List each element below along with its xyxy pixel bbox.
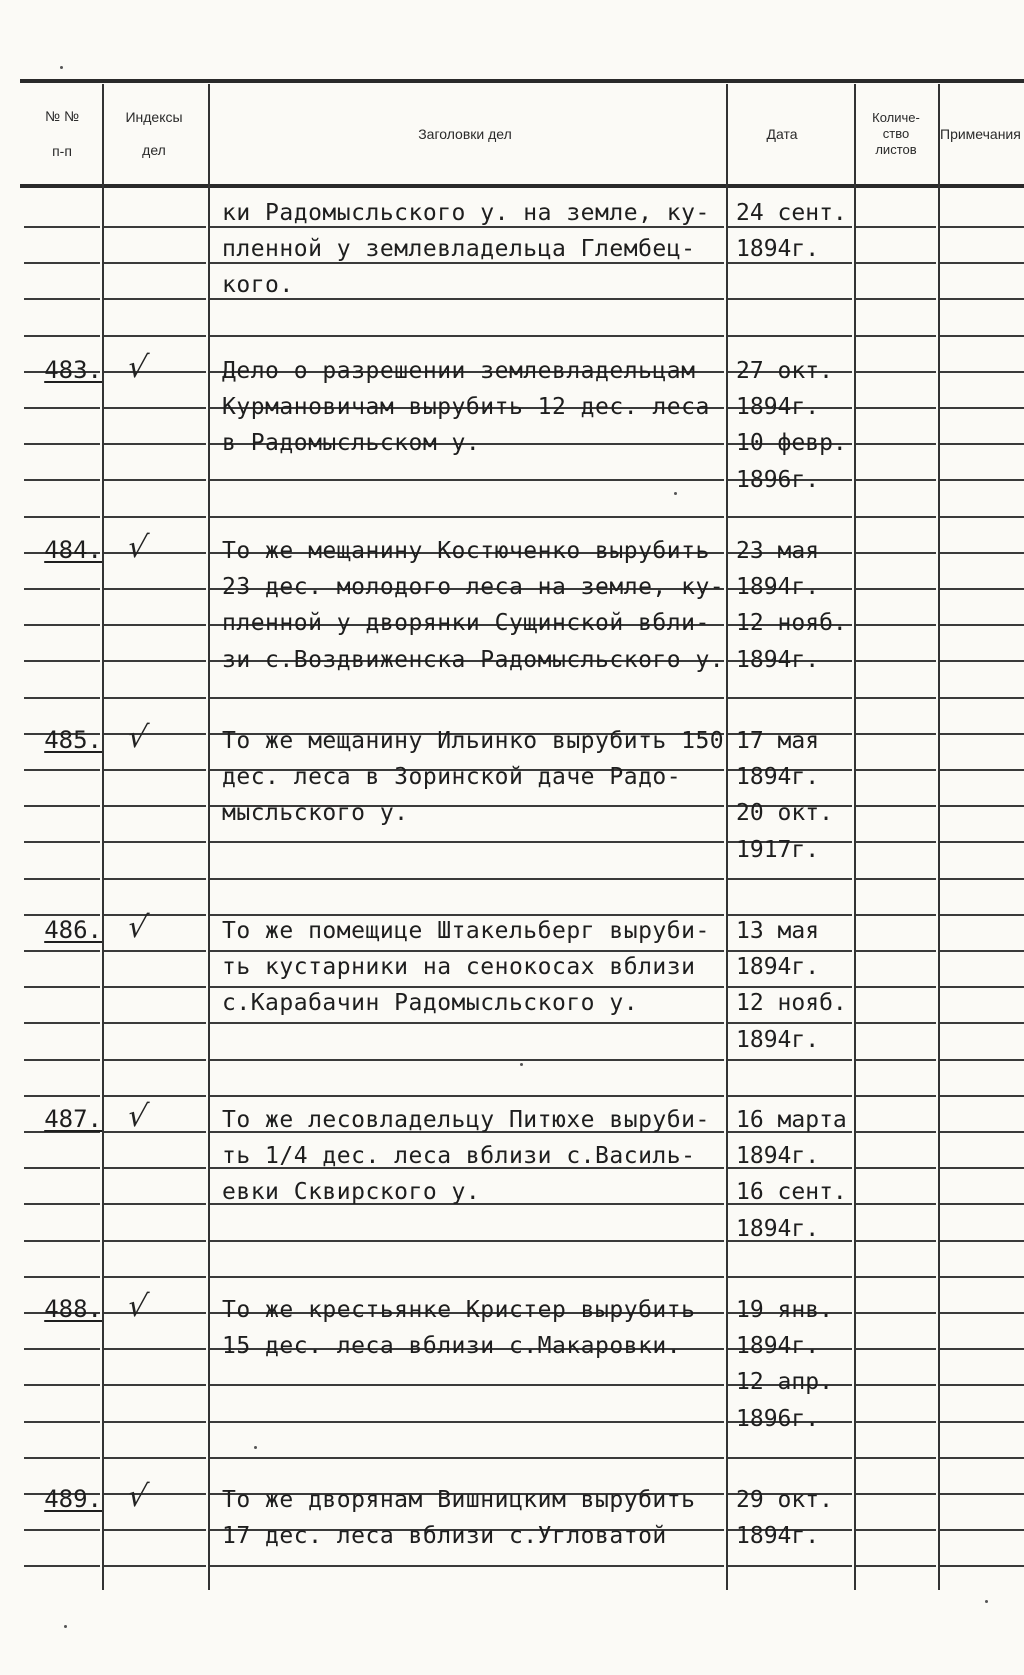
ruled-line [104, 878, 206, 880]
entry-number: 488. [44, 1295, 102, 1323]
ruled-line [104, 914, 206, 916]
date-line: 1894г. [736, 1216, 820, 1242]
ruled-line [24, 1240, 100, 1242]
ruled-line [210, 262, 724, 264]
title-line: То же крестьянке Кристер вырубить [222, 1297, 696, 1323]
ruled-line [856, 805, 936, 807]
date-line: 1894г. [736, 647, 820, 673]
ruled-line [940, 516, 1024, 518]
ruled-line [856, 1240, 936, 1242]
ruled-line [210, 1384, 724, 1386]
ruled-line [940, 1240, 1024, 1242]
ruled-line [940, 262, 1024, 264]
scan-speck [985, 1600, 988, 1603]
ruled-line [24, 1565, 100, 1567]
ruled-line [940, 769, 1024, 771]
ruled-line [940, 1022, 1024, 1024]
date-line: 12 нояб. [736, 610, 847, 636]
ruled-line [940, 1529, 1024, 1531]
ruled-line [24, 1348, 100, 1350]
ruled-line [940, 1276, 1024, 1278]
ruled-line [24, 262, 100, 264]
ruled-line [104, 1022, 206, 1024]
ruled-line [940, 1493, 1024, 1495]
title-line: ть 1/4 дес. леса вблизи с.Василь- [222, 1143, 696, 1169]
ruled-line [24, 407, 100, 409]
check-mark-icon: √ [124, 1099, 151, 1134]
ruled-line [856, 1167, 936, 1169]
ruled-line [104, 1384, 206, 1386]
ruled-line [104, 1529, 206, 1531]
ruled-line [856, 1131, 936, 1133]
date-line: 23 мая [736, 538, 820, 564]
ruled-line [728, 878, 852, 880]
ruled-line [940, 443, 1024, 445]
ruled-line [940, 1421, 1024, 1423]
ruled-line [940, 697, 1024, 699]
ruled-line [104, 1276, 206, 1278]
header-col-notes: Примечания [940, 125, 1021, 142]
date-line: 19 янв. [736, 1297, 833, 1323]
ruled-line [856, 697, 936, 699]
ruled-line [728, 986, 852, 988]
ruled-line [210, 878, 724, 880]
date-line: 1894г. [736, 1333, 820, 1359]
date-line: 1896г. [736, 467, 820, 493]
ruled-line [728, 697, 852, 699]
ruled-line [24, 986, 100, 988]
ruled-line [24, 1276, 100, 1278]
ruled-line [104, 1312, 206, 1314]
ruled-line [104, 1421, 206, 1423]
scan-speck [254, 1446, 257, 1449]
ruled-line [24, 950, 100, 952]
ruled-line [940, 1131, 1024, 1133]
ruled-line [856, 1059, 936, 1061]
ruled-line [940, 841, 1024, 843]
ruled-line [104, 552, 206, 554]
header-bottom-rule [20, 184, 1024, 188]
ruled-line [940, 950, 1024, 952]
column-border [726, 84, 728, 1590]
ruled-line [24, 805, 100, 807]
ruled-line [856, 660, 936, 662]
date-line: 1894г. [736, 764, 820, 790]
ruled-line [856, 878, 936, 880]
ruled-line [856, 1095, 936, 1097]
ruled-line [940, 986, 1024, 988]
ruled-line [856, 1529, 936, 1531]
ruled-line [856, 443, 936, 445]
header-col-number [22, 84, 102, 184]
title-line: То же дворянам Вишницким вырубить [222, 1487, 696, 1513]
header-col-count-line3: листов [875, 142, 917, 157]
ruled-line [210, 479, 724, 481]
title-line: Дело о разрешении землевладельцам [222, 358, 696, 384]
ruled-line [940, 479, 1024, 481]
date-line: 1917г. [736, 837, 820, 863]
ruled-line [210, 986, 724, 988]
header-col-index-line1: Индексы [125, 109, 183, 125]
ruled-line [728, 1059, 852, 1061]
ruled-line [24, 1529, 100, 1531]
ruled-line [728, 1095, 852, 1097]
ruled-line [24, 624, 100, 626]
header-col-date: Дата [766, 125, 798, 142]
ruled-line [940, 1312, 1024, 1314]
ruled-line [24, 588, 100, 590]
check-mark-icon: √ [124, 720, 151, 755]
ruled-line [728, 1565, 852, 1567]
ruled-line [104, 697, 206, 699]
date-line: 1894г. [736, 954, 820, 980]
ruled-line [856, 1457, 936, 1459]
title-line: То же лесовладельцу Питюхе выруби- [222, 1107, 710, 1133]
ruled-line [104, 443, 206, 445]
title-line: То же мещанину Ильинко вырубить 150 [222, 728, 725, 754]
ruled-line [24, 878, 100, 880]
ruled-line [104, 407, 206, 409]
ruled-line [104, 479, 206, 481]
ruled-line [856, 552, 936, 554]
ruled-line [210, 335, 724, 337]
check-mark-icon: √ [124, 1479, 151, 1514]
ruled-line [856, 371, 936, 373]
ruled-line [940, 1059, 1024, 1061]
ruled-line [210, 1421, 724, 1423]
date-line: 1894г. [736, 1027, 820, 1053]
ruled-line [940, 371, 1024, 373]
ruled-line [940, 624, 1024, 626]
ruled-line [940, 805, 1024, 807]
scan-speck [674, 492, 677, 495]
title-line: Курмановичам вырубить 12 дес. леса [222, 394, 710, 420]
ruled-line [210, 914, 724, 916]
ruled-line [104, 733, 206, 735]
ruled-line [104, 1167, 206, 1169]
ruled-line [210, 1240, 724, 1242]
ruled-line [940, 335, 1024, 337]
date-line: 16 сент. [736, 1179, 847, 1205]
ruled-line [940, 226, 1024, 228]
entry-number: 486. [44, 916, 102, 944]
scan-speck [64, 1625, 67, 1628]
column-border [102, 84, 104, 1590]
ruled-line [104, 1131, 206, 1133]
column-border [208, 84, 210, 1590]
ruled-line [104, 1493, 206, 1495]
entry-number: 483. [44, 356, 102, 384]
date-line: 10 февр. [736, 430, 847, 456]
ruled-line [940, 1095, 1024, 1097]
scan-speck [60, 66, 63, 69]
ruled-line [24, 1022, 100, 1024]
ruled-line [24, 1095, 100, 1097]
header-col-number-line2: п-п [52, 143, 72, 159]
title-line: пленной у дворянки Сущинской вбли- [222, 610, 710, 636]
ruled-line [210, 1022, 724, 1024]
ruled-line [210, 1276, 724, 1278]
ruled-line [210, 298, 724, 300]
ruled-line [104, 1203, 206, 1205]
column-border [854, 84, 856, 1590]
ruled-line [856, 262, 936, 264]
ruled-line [940, 1167, 1024, 1169]
ruled-line [856, 516, 936, 518]
header-col-count-line1: Количе- [872, 110, 920, 125]
ruled-line [940, 1457, 1024, 1459]
title-line: зи с.Воздвиженска Радомысльского у. [222, 647, 725, 673]
ruled-line [940, 552, 1024, 554]
ruled-line [24, 1421, 100, 1423]
column-border [938, 84, 940, 1590]
ruled-line [104, 1565, 206, 1567]
header-col-number-line1: № № [45, 108, 79, 124]
ruled-line [24, 660, 100, 662]
title-line: с.Карабачин Радомысльского у. [222, 990, 639, 1016]
ruled-line [24, 1457, 100, 1459]
ruled-line [104, 298, 206, 300]
title-line: ки Радомысльского у. на земле, ку- [222, 200, 710, 226]
ruled-line [24, 443, 100, 445]
ruled-line [210, 1059, 724, 1061]
ruled-line [24, 697, 100, 699]
ruled-line [104, 226, 206, 228]
ruled-line [104, 335, 206, 337]
ruled-line [940, 914, 1024, 916]
ruled-line [856, 1348, 936, 1350]
ruled-line [728, 335, 852, 337]
date-line: 1894г. [736, 394, 820, 420]
ruled-line [856, 986, 936, 988]
ruled-line [24, 298, 100, 300]
ruled-line [728, 298, 852, 300]
ruled-line [940, 1565, 1024, 1567]
ruled-line [940, 660, 1024, 662]
ruled-line [856, 1203, 936, 1205]
ruled-line [210, 950, 724, 952]
ruled-line [104, 660, 206, 662]
date-line: 12 апр. [736, 1369, 833, 1395]
ruled-line [728, 1457, 852, 1459]
check-mark-icon: √ [124, 1289, 151, 1324]
title-line: евки Сквирского у. [222, 1179, 481, 1205]
ruled-line [940, 1384, 1024, 1386]
ruled-line [856, 479, 936, 481]
header-col-index [104, 84, 204, 184]
ruled-line [940, 407, 1024, 409]
date-line: 1896г. [736, 1406, 820, 1432]
ruled-line [856, 1022, 936, 1024]
date-line: 1894г. [736, 574, 820, 600]
ruled-line [104, 1240, 206, 1242]
header-col-title: Заголовки дел [418, 125, 512, 142]
ruled-line [24, 1167, 100, 1169]
ruled-line [856, 1276, 936, 1278]
ruled-line [728, 1276, 852, 1278]
ruled-line [856, 407, 936, 409]
ruled-line [210, 516, 724, 518]
date-line: 24 сент. [736, 200, 847, 226]
date-line: 17 мая [736, 728, 820, 754]
date-line: 1894г. [736, 1523, 820, 1549]
ruled-line [728, 950, 852, 952]
check-mark-icon: √ [124, 530, 151, 565]
ruled-line [24, 516, 100, 518]
date-line: 1894г. [736, 1143, 820, 1169]
title-line: кого. [222, 272, 294, 298]
ruled-line [104, 371, 206, 373]
ruled-line [856, 950, 936, 952]
title-line: 15 дес. леса вблизи с.Макаровки. [222, 1333, 682, 1359]
ruled-line [728, 226, 852, 228]
ruled-line [940, 1203, 1024, 1205]
title-line: То же мещанину Костюченко вырубить [222, 538, 710, 564]
ruled-line [856, 1312, 936, 1314]
ruled-line [104, 950, 206, 952]
ruled-line [104, 1059, 206, 1061]
ruled-line [24, 1203, 100, 1205]
entry-number: 487. [44, 1105, 102, 1133]
ruled-line [104, 588, 206, 590]
title-line: мысльского у. [222, 800, 409, 826]
ruled-line [856, 226, 936, 228]
entry-number: 489. [44, 1485, 102, 1513]
ruled-line [104, 624, 206, 626]
date-line: 12 нояб. [736, 990, 847, 1016]
ruled-line [856, 1421, 936, 1423]
ruled-line [104, 841, 206, 843]
date-line: 29 окт. [736, 1487, 833, 1513]
ruled-line [104, 1095, 206, 1097]
ruled-line [24, 1384, 100, 1386]
ruled-line [728, 914, 852, 916]
ruled-line [856, 841, 936, 843]
ruled-line [24, 769, 100, 771]
ruled-line [856, 914, 936, 916]
date-line: 1894г. [736, 236, 820, 262]
check-mark-icon: √ [124, 910, 151, 945]
date-line: 20 окт. [736, 800, 833, 826]
check-mark-icon: √ [124, 350, 151, 385]
header-top-rule [20, 79, 1024, 83]
ruled-line [728, 1022, 852, 1024]
header-col-count-line2: ство [882, 126, 910, 141]
ruled-line [104, 516, 206, 518]
entry-number: 485. [44, 726, 102, 754]
ruled-line [24, 1059, 100, 1061]
ruled-line [856, 298, 936, 300]
ruled-line [940, 1348, 1024, 1350]
header-col-index-line2: дел [142, 142, 166, 158]
entry-number: 484. [44, 536, 102, 564]
title-line: в Радомысльском у. [222, 430, 481, 456]
ruled-line [728, 262, 852, 264]
title-line: дес. леса в Зоринской даче Радо- [222, 764, 682, 790]
ruled-line [24, 226, 100, 228]
ruled-line [210, 841, 724, 843]
ruled-line [856, 624, 936, 626]
ruled-line [24, 479, 100, 481]
ruled-line [210, 1095, 724, 1097]
ruled-line [856, 1493, 936, 1495]
ruled-line [940, 878, 1024, 880]
ruled-line [940, 588, 1024, 590]
ruled-line [210, 226, 724, 228]
title-line: 17 дес. леса вблизи с.Угловатой [222, 1523, 667, 1549]
ruled-line [856, 335, 936, 337]
ruled-line [856, 733, 936, 735]
date-line: 27 окт. [736, 358, 833, 384]
ruled-line [856, 769, 936, 771]
ruled-line [104, 1457, 206, 1459]
ruled-line [24, 335, 100, 337]
date-line: 16 марта [736, 1107, 847, 1133]
ruled-line [856, 1384, 936, 1386]
ruled-line [104, 769, 206, 771]
ruled-line [210, 1565, 724, 1567]
title-line: ть кустарники на сенокосах вблизи [222, 954, 696, 980]
date-line: 13 мая [736, 918, 820, 944]
ruled-line [104, 986, 206, 988]
ruled-line [210, 697, 724, 699]
ruled-line [104, 1348, 206, 1350]
ruled-line [728, 516, 852, 518]
ruled-line [104, 805, 206, 807]
ruled-line [210, 1457, 724, 1459]
title-line: пленной у землевладельца Глембец- [222, 236, 696, 262]
scan-speck [520, 1063, 523, 1066]
ruled-line [856, 1565, 936, 1567]
title-line: 23 дес. молодого леса на земле, ку- [222, 574, 725, 600]
header-col-count [852, 84, 940, 184]
title-line: То же помещице Штакельберг выруби- [222, 918, 710, 944]
ruled-line [24, 841, 100, 843]
ruled-line [940, 733, 1024, 735]
ruled-line [940, 298, 1024, 300]
ruled-line [856, 588, 936, 590]
ruled-line [104, 262, 206, 264]
